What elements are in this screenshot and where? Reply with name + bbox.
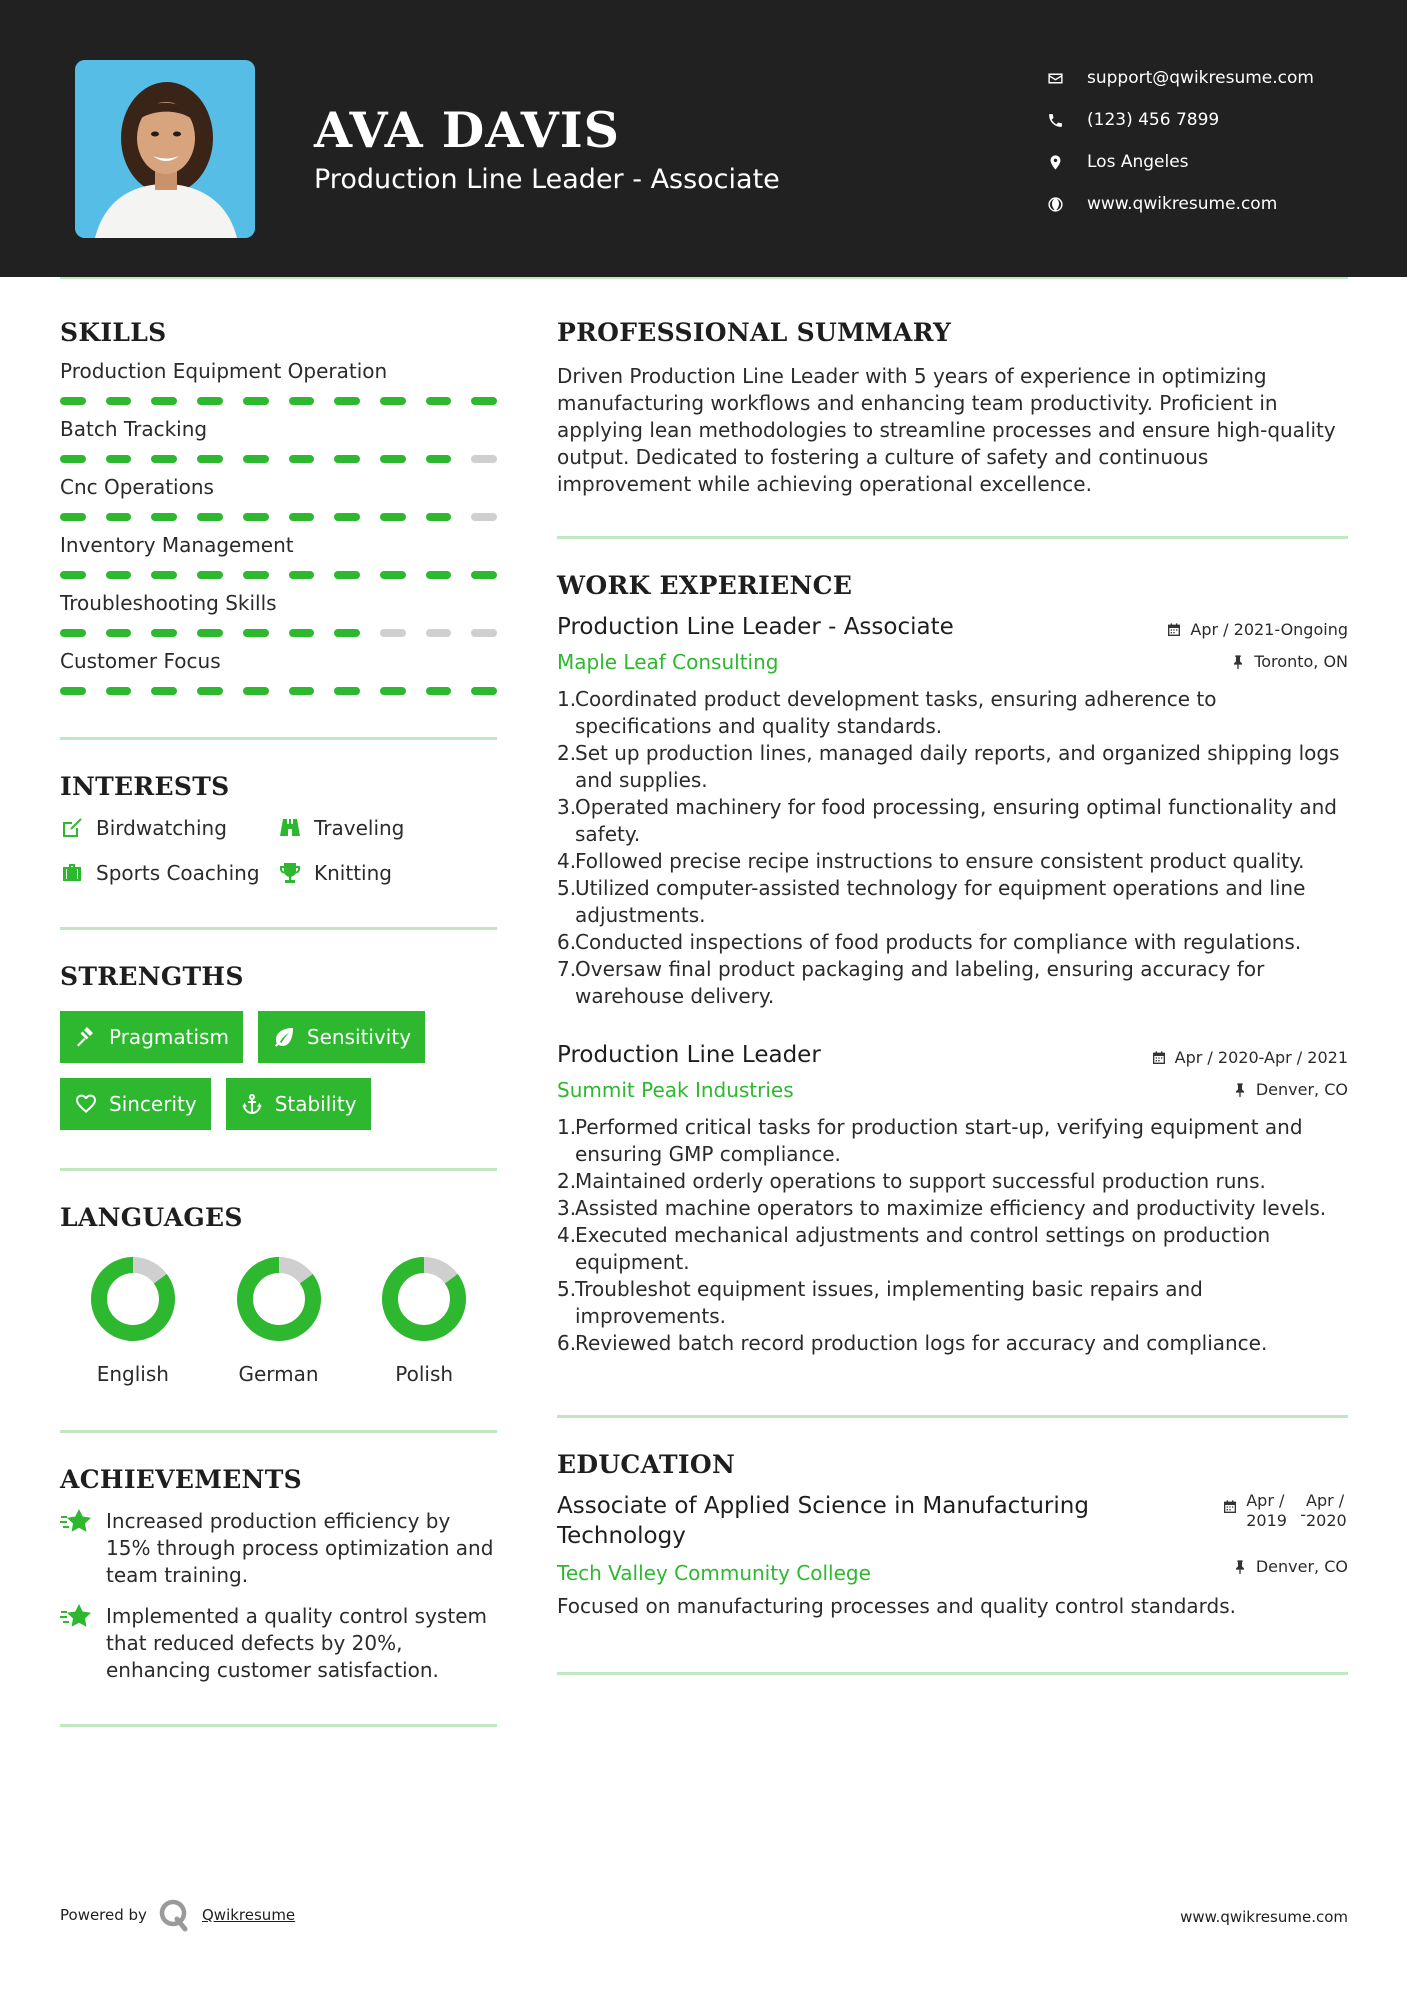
bullet-text: Conducted inspections of food products for compliance with regulations. <box>575 930 1302 954</box>
leaf-icon <box>272 1025 296 1049</box>
skill-rating-dot <box>334 397 360 405</box>
skill-rating-dot <box>106 513 132 521</box>
skill-rating-dot <box>334 687 360 695</box>
language-level-ring <box>90 1256 176 1342</box>
degree-title: Associate of Applied Science in Manufacturing Technology <box>557 1493 1089 1549</box>
skill-rating-dot <box>471 397 497 405</box>
contact-email-text[interactable]: support@qwikresume.com <box>1087 68 1314 88</box>
education-heading: EDUCATION <box>557 1450 736 1479</box>
interest-label: Traveling <box>314 815 405 840</box>
bullet-text: Reviewed batch record production logs for accuracy and compliance. <box>575 1331 1268 1355</box>
skill-rating-dot <box>334 571 360 579</box>
job-location-text: Toronto, ON <box>1254 652 1348 671</box>
languages-list <box>60 1256 497 1386</box>
skill-rating-dot <box>197 571 223 579</box>
education-date-separator: - <box>1300 1505 1306 1524</box>
section-divider <box>557 1672 1348 1675</box>
job-bullet <box>557 956 1348 1010</box>
language-item <box>351 1256 497 1386</box>
skill-rating-dot <box>289 629 315 637</box>
achievements-list <box>60 1508 497 1684</box>
skill-rating-dot <box>197 455 223 463</box>
job-date-text: Apr / 2021-Ongoing <box>1190 620 1348 639</box>
candidate-name: AVA DAVIS <box>314 101 621 159</box>
skill-rating-dot <box>197 629 223 637</box>
strength-chip <box>60 1011 243 1063</box>
interests-list <box>60 815 497 885</box>
section-divider <box>60 1724 497 1727</box>
page-footer <box>60 1898 1348 1934</box>
resume-header <box>0 0 1407 277</box>
achievement-text: Increased production efficiency by 15% through process optimization and team training. <box>106 1509 494 1587</box>
education-date <box>1222 1491 1348 1531</box>
skill-rating-dot <box>471 687 497 695</box>
education-location-text: Denver, CO <box>1255 1557 1348 1576</box>
bullet-text: Troubleshot equipment issues, implementing basic repairs and improvements. <box>575 1277 1203 1328</box>
job-title: Production Line Leader <box>557 1042 821 1068</box>
language-name: Polish <box>395 1362 454 1386</box>
interest-item <box>278 860 496 885</box>
profile-photo-illustration <box>75 60 255 238</box>
job-bullet <box>557 794 1348 848</box>
footer-url[interactable]: www.qwikresume.com <box>1180 1908 1348 1926</box>
achievement-item <box>60 1603 497 1684</box>
language-name: English <box>96 1362 169 1386</box>
skill-item <box>60 417 497 463</box>
language-item <box>60 1256 206 1386</box>
globe-icon <box>1047 196 1087 213</box>
heart-icon <box>74 1092 98 1116</box>
job-entry <box>557 614 1348 1010</box>
education-date-start: Apr / 2019 <box>1246 1491 1287 1530</box>
calendar-icon <box>1166 622 1182 638</box>
bullet-text: Assisted machine operators to maximize efficiency and productivity levels. <box>575 1196 1327 1220</box>
candidate-title: Production Line Leader - Associate <box>314 164 780 195</box>
section-divider <box>60 1430 497 1433</box>
skill-rating-dot <box>380 687 406 695</box>
thumbtack-icon <box>1232 1559 1248 1575</box>
skill-rating-dot <box>151 455 177 463</box>
bullet-number: 5. <box>557 876 577 900</box>
skill-rating-dot <box>471 571 497 579</box>
bullet-text: Executed mechanical adjustments and control settings on production equipment. <box>575 1223 1271 1274</box>
job-bullet <box>557 1276 1348 1330</box>
thumbtack-icon <box>1230 654 1246 670</box>
skill-rating-dot <box>289 687 315 695</box>
bullet-number: 6. <box>557 1331 577 1355</box>
skills-list <box>60 359 497 695</box>
skill-rating-dot <box>60 455 86 463</box>
job-bullet <box>557 875 1348 929</box>
skill-rating-dot <box>60 629 86 637</box>
skill-rating <box>60 571 497 579</box>
skill-item <box>60 649 497 695</box>
skill-rating-dot <box>151 571 177 579</box>
job-bullet <box>557 1114 1348 1168</box>
interest-item <box>60 860 278 885</box>
skill-rating-dot <box>243 513 269 521</box>
languages-heading: LANGUAGES <box>60 1203 243 1232</box>
job-date <box>1151 1048 1348 1067</box>
phone-icon <box>1047 112 1087 129</box>
skill-rating-dot <box>471 513 497 521</box>
skill-rating-dot <box>197 687 223 695</box>
skill-rating-dot <box>60 397 86 405</box>
bullet-number: 4. <box>557 849 577 873</box>
strengths-list <box>60 1011 497 1130</box>
skill-item <box>60 475 497 521</box>
briefcase-icon <box>60 861 84 885</box>
bullet-number: 7. <box>557 957 577 981</box>
skill-rating-dot <box>380 397 406 405</box>
bullet-text: Operated machinery for food processing, ensuring optimal functionality and safety. <box>575 795 1338 846</box>
job-bullet <box>557 1168 1348 1195</box>
skill-name: Customer Focus <box>60 649 221 673</box>
skill-rating-dot <box>60 687 86 695</box>
skill-rating-dot <box>106 397 132 405</box>
skill-rating-dot <box>380 629 406 637</box>
anchor-icon <box>240 1092 264 1116</box>
skill-rating-dot <box>106 571 132 579</box>
bullet-number: 2. <box>557 1169 577 1193</box>
bullet-number: 3. <box>557 795 577 819</box>
education-description: Focused on manufacturing processes and quality control standards. <box>557 1594 1237 1618</box>
skill-rating-dot <box>426 571 452 579</box>
interests-heading: INTERESTS <box>60 772 230 801</box>
skill-rating-dot <box>243 629 269 637</box>
contact-website-text[interactable]: www.qwikresume.com <box>1087 194 1278 214</box>
bullet-number: 5. <box>557 1277 577 1301</box>
skill-rating-dot <box>380 513 406 521</box>
strengths-heading: STRENGTHS <box>60 962 244 991</box>
gavel-icon <box>74 1025 98 1049</box>
skill-rating-dot <box>197 397 223 405</box>
skill-rating-dot <box>426 455 452 463</box>
bullet-text: Coordinated product development tasks, ensuring adherence to specifications and quality standards. <box>575 687 1217 738</box>
skill-rating-dot <box>334 455 360 463</box>
skill-rating-dot <box>426 513 452 521</box>
skill-rating-dot <box>380 571 406 579</box>
contact-location <box>1047 141 1314 183</box>
skill-rating <box>60 513 497 521</box>
skill-rating-dot <box>151 513 177 521</box>
skill-name: Cnc Operations <box>60 475 214 499</box>
bullet-text: Maintained orderly operations to support successful production runs. <box>575 1169 1266 1193</box>
calendar-icon <box>1222 1499 1238 1515</box>
profile-photo <box>75 60 255 238</box>
envelope-icon <box>1047 70 1087 87</box>
education-entry <box>557 1491 1348 1620</box>
strength-chip <box>226 1078 371 1130</box>
skill-rating-dot <box>289 455 315 463</box>
skill-rating-dot <box>426 629 452 637</box>
achievement-text: Implemented a quality control system that reduced defects by 20%, enhancing customer satisfaction. <box>106 1604 487 1682</box>
bullet-number: 1. <box>557 1115 577 1139</box>
skills-heading: SKILLS <box>60 318 167 347</box>
education-date-end: Apr / 2020 <box>1306 1491 1347 1530</box>
job-company: Maple Leaf Consulting <box>557 650 779 674</box>
strength-label: Pragmatism <box>109 1025 229 1049</box>
strength-chip <box>60 1078 211 1130</box>
bullet-text: Performed critical tasks for production start-up, verifying equipment and ensuring GMP compliance. <box>575 1115 1303 1166</box>
section-divider <box>557 536 1348 539</box>
star-icon <box>60 1506 92 1538</box>
skill-rating <box>60 397 497 405</box>
summary-text: Driven Production Line Leader with 5 years of experience in optimizing manufacturing workflows and enhancing team productivity. Proficient in applying lean methodologies to streamline processes and ensure high-quality output. Dedicated to fostering a culture of safety and continuous improvement while achieving operational excellence. <box>557 364 1336 496</box>
trophy-icon <box>278 861 302 885</box>
skill-rating <box>60 455 497 463</box>
skill-name: Batch Tracking <box>60 417 208 441</box>
bullet-text: Set up production lines, managed daily reports, and organized shipping logs and supplies. <box>575 741 1340 792</box>
language-name: German <box>238 1362 319 1386</box>
qwikresume-logo-icon <box>158 1898 190 1932</box>
powered-by-text: Powered by <box>60 1906 147 1924</box>
skill-rating-dot <box>289 513 315 521</box>
job-entry <box>557 1042 1348 1357</box>
strength-label: Stability <box>274 1092 357 1116</box>
header-divider <box>60 277 1348 279</box>
contact-phone <box>1047 99 1314 141</box>
interest-item <box>278 815 496 840</box>
skill-rating-dot <box>289 571 315 579</box>
interest-item <box>60 815 278 840</box>
school-name: Tech Valley Community College <box>557 1561 871 1585</box>
skill-rating-dot <box>426 397 452 405</box>
skill-rating-dot <box>243 455 269 463</box>
achievements-heading: ACHIEVEMENTS <box>60 1465 302 1494</box>
job-bullets <box>557 686 1348 1010</box>
skill-item <box>60 359 497 405</box>
skill-rating-dot <box>106 629 132 637</box>
skill-name: Inventory Management <box>60 533 294 557</box>
section-divider <box>557 1415 1348 1418</box>
job-bullet <box>557 686 1348 740</box>
bullet-number: 6. <box>557 930 577 954</box>
job-bullet <box>557 1330 1348 1357</box>
job-bullet <box>557 740 1348 794</box>
job-company: Summit Peak Industries <box>557 1078 794 1102</box>
skill-item <box>60 533 497 579</box>
strength-label: Sincerity <box>109 1092 197 1116</box>
job-bullet <box>557 848 1348 875</box>
skill-rating-dot <box>334 629 360 637</box>
skill-rating-dot <box>243 571 269 579</box>
contact-website <box>1047 183 1314 225</box>
section-divider <box>60 1168 497 1171</box>
skill-rating-dot <box>289 397 315 405</box>
skill-rating-dot <box>106 687 132 695</box>
star-icon <box>60 1601 92 1633</box>
skill-rating-dot <box>334 513 360 521</box>
summary-heading: PROFESSIONAL SUMMARY <box>557 318 952 347</box>
right-column <box>557 318 1348 1675</box>
skill-rating-dot <box>60 571 86 579</box>
experience-heading: WORK EXPERIENCE <box>557 571 853 600</box>
skill-rating-dot <box>471 455 497 463</box>
pencil-square-icon <box>60 816 84 840</box>
skill-rating-dot <box>426 687 452 695</box>
skill-rating-dot <box>197 513 223 521</box>
skill-rating-dot <box>243 397 269 405</box>
job-date-text: Apr / 2020-Apr / 2021 <box>1174 1048 1348 1067</box>
contact-location-text: Los Angeles <box>1087 152 1189 172</box>
achievement-item <box>60 1508 497 1589</box>
language-level-ring <box>236 1256 322 1342</box>
job-location <box>1232 1080 1348 1099</box>
left-column <box>60 318 497 1727</box>
strength-chip <box>258 1011 425 1063</box>
skill-name: Production Equipment Operation <box>60 359 388 383</box>
bullet-number: 2. <box>557 741 577 765</box>
skill-rating-dot <box>243 687 269 695</box>
job-bullet <box>557 929 1348 956</box>
contact-email <box>1047 57 1314 99</box>
calendar-icon <box>1151 1050 1167 1066</box>
section-divider <box>60 927 497 930</box>
qwikresume-link[interactable]: Qwikresume <box>202 1906 296 1924</box>
interest-label: Sports Coaching <box>96 860 260 885</box>
skill-name: Troubleshooting Skills <box>60 591 277 615</box>
education-location <box>1232 1557 1348 1576</box>
skill-rating <box>60 687 497 695</box>
skill-rating-dot <box>151 687 177 695</box>
language-level-ring <box>381 1256 467 1342</box>
section-divider <box>60 737 497 740</box>
job-location-text: Denver, CO <box>1255 1080 1348 1099</box>
job-bullets <box>557 1114 1348 1357</box>
interest-label: Birdwatching <box>96 815 227 840</box>
skill-rating-dot <box>380 455 406 463</box>
skill-rating-dot <box>151 397 177 405</box>
thumbtack-icon <box>1232 1082 1248 1098</box>
language-item <box>206 1256 352 1386</box>
bullet-text: Followed precise recipe instructions to ensure consistent product quality. <box>575 849 1305 873</box>
binoculars-icon <box>278 816 302 840</box>
skill-rating-dot <box>60 513 86 521</box>
job-location <box>1230 652 1348 671</box>
skill-rating <box>60 629 497 637</box>
job-date <box>1166 620 1348 639</box>
skill-rating-dot <box>151 629 177 637</box>
bullet-number: 1. <box>557 687 577 711</box>
bullet-number: 3. <box>557 1196 577 1220</box>
job-bullet <box>557 1195 1348 1222</box>
skill-item <box>60 591 497 637</box>
bullet-text: Utilized computer-assisted technology for equipment operations and line adjustments. <box>575 876 1306 927</box>
skill-rating-dot <box>471 629 497 637</box>
job-title: Production Line Leader - Associate <box>557 614 954 640</box>
bullet-number: 4. <box>557 1223 577 1247</box>
interest-label: Knitting <box>314 860 392 885</box>
contact-list <box>1047 57 1314 225</box>
job-bullet <box>557 1222 1348 1276</box>
strength-label: Sensitivity <box>306 1025 412 1049</box>
contact-phone-text[interactable]: (123) 456 7899 <box>1087 110 1220 130</box>
map-marker-icon <box>1047 154 1087 171</box>
bullet-text: Oversaw final product packaging and labeling, ensuring accuracy for warehouse delivery. <box>575 957 1265 1008</box>
skill-rating-dot <box>106 455 132 463</box>
